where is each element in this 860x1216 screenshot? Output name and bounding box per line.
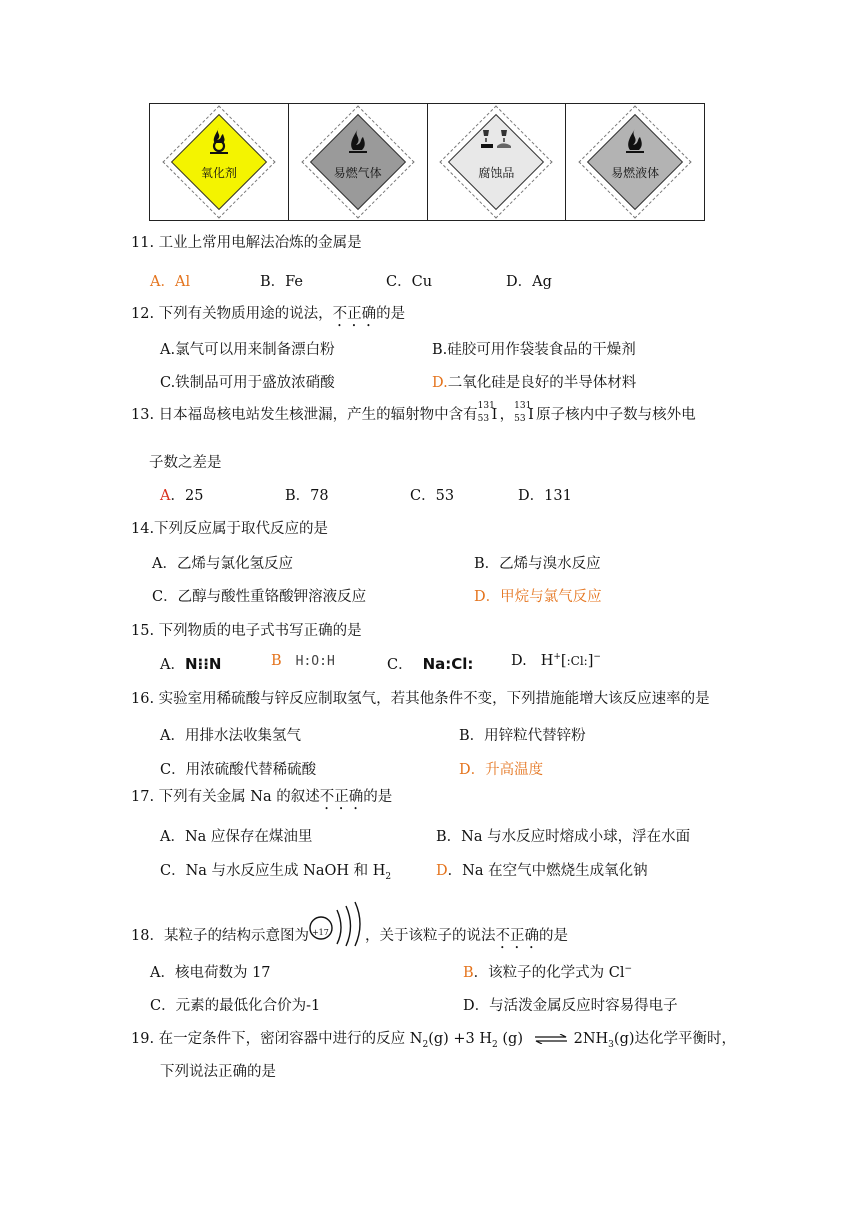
q18-option-c[interactable]: C．元素的最低化合价为-1 — [150, 998, 321, 1014]
iodine-isotope-1 — [477, 401, 500, 424]
q15-option-a[interactable] — [160, 653, 222, 674]
q17-option-b[interactable]: B．Na 与水反应时熔成小球，浮在水面 — [436, 829, 691, 845]
q17-option-d[interactable] — [436, 859, 648, 880]
q17-option-c-subscript: 2 — [385, 871, 392, 882]
q15-option-c-formula: Na:Cl: — [422, 655, 474, 673]
question-18-stem — [131, 924, 568, 952]
q18-option-d[interactable]: D．与活泼金属反应时容易得电子 — [463, 998, 678, 1014]
question-19-stem-line2: 下列说法正确的是 — [160, 1064, 276, 1080]
q15-option-c-label: C． — [387, 657, 413, 673]
isotope-symbol: I — [528, 407, 534, 423]
atomic-structure-diagram — [309, 926, 365, 946]
q18-option-b-text: ．该粒子的化学式为 Cl — [473, 965, 625, 981]
hazard-signs-table — [149, 103, 705, 221]
q15-option-a-formula: N⁝⁝N — [184, 655, 222, 673]
isotope-mass-number: 131 — [514, 401, 532, 411]
q19-reactant-state: (g) — [497, 1031, 528, 1047]
q19-stem-pre: 19. 在一定条件下，密闭容器中进行的反应 N — [131, 1031, 423, 1047]
flame-icon — [622, 126, 648, 154]
q12-option-d-text: 二氧化硅是良好的半导体材料 — [447, 375, 637, 391]
nh3-subscript: 3 — [608, 1039, 614, 1050]
q16-option-b[interactable]: B．用锌粒代替锌粉 — [459, 728, 586, 744]
q17-option-d-letter: D — [436, 863, 448, 879]
q13-stem-post: 原子核内中子数与核外电 — [536, 407, 696, 423]
sign-flammable-liquid — [566, 104, 704, 220]
q12-option-a[interactable]: A.氯气可以用来制备漂白粉 — [160, 342, 335, 358]
q18-stem-emphasis: 不正确 — [495, 928, 539, 944]
hydrogen-ion-symbol: H — [540, 653, 554, 669]
sign-label-corrosive: 腐蚀品 — [478, 166, 515, 180]
q13-stem-pre: 13. 日本福岛核电站发生核泄漏，产生的辐射物中含有 — [131, 407, 478, 423]
q13-separator: ， — [499, 407, 515, 423]
q12-stem-post: 的是 — [376, 306, 406, 322]
q16-option-a[interactable]: A．用排水法收集氢气 — [160, 728, 301, 744]
q18-stem-post: 的是 — [538, 928, 568, 944]
q12-option-d[interactable] — [432, 371, 636, 392]
q14-option-d[interactable] — [474, 585, 602, 606]
q18-option-b[interactable] — [463, 961, 632, 982]
q17-option-c[interactable] — [160, 859, 391, 880]
q15-option-d-formula: H+[:Cl:]− — [540, 652, 601, 669]
q17-stem-emphasis: 不正确 — [319, 789, 364, 805]
question-13-stem-line2: 子数之差是 — [149, 455, 222, 471]
question-19-stem — [131, 1027, 736, 1048]
question-17-stem — [131, 785, 392, 813]
equilibrium-arrow-icon — [534, 1034, 568, 1044]
q11-option-b[interactable]: B．Fe — [260, 274, 304, 290]
q13-option-b[interactable]: B．78 — [285, 488, 329, 504]
question-16-stem: 16. 实验室用稀硫酸与锌反应制取氢气，若其他条件不变，下列措施能增大该反应速率的是 — [131, 691, 710, 707]
question-14-stem: 14.下列反应属于取代反应的是 — [131, 521, 329, 537]
electron-shell-diagram — [309, 900, 367, 948]
q13-option-a-letter: A — [160, 488, 171, 504]
question-11-stem: 11. 工业上常用电解法冶炼的金属是 — [131, 235, 362, 251]
question-12-stem — [131, 302, 405, 330]
isotope-mass-number: 131 — [477, 401, 495, 411]
q14-option-d-text: D．甲烷与氯气反应 — [474, 589, 602, 605]
sign-label-flammable-liquid: 易燃液体 — [611, 166, 660, 180]
q12-stem-emphasis: 不正确 — [332, 306, 377, 322]
question-13-stem — [131, 403, 696, 424]
q18-option-b-charge: − — [624, 964, 633, 975]
sign-flammable-gas — [289, 104, 428, 220]
sign-corrosive — [428, 104, 567, 220]
n2-subscript: 2 — [422, 1039, 429, 1050]
flame-over-circle-icon — [206, 126, 232, 154]
q17-stem-pre: 17. 下列有关金属 Na 的叙述 — [131, 789, 320, 805]
q15-option-b-formula: H:O:H — [295, 654, 335, 669]
q12-option-b[interactable]: B.硅胶可用作袋装食品的干燥剂 — [432, 342, 636, 358]
q11-option-a-text: A．Al — [150, 274, 191, 290]
q15-option-c[interactable] — [387, 653, 473, 674]
q14-option-c[interactable]: C．乙醇与酸性重铬酸钾溶液反应 — [152, 589, 367, 605]
q13-option-d[interactable]: D．131 — [518, 488, 572, 504]
q12-option-d-letter: D. — [432, 375, 448, 391]
q18-stem-pre: 18．某粒子的结构示意图为 — [131, 928, 309, 944]
q13-option-a-text: ．25 — [170, 488, 204, 504]
q16-option-d-text: D．升高温度 — [459, 762, 544, 778]
flame-icon — [345, 126, 371, 154]
q17-option-a[interactable]: A．Na 应保存在煤油里 — [160, 829, 313, 845]
nucleus-charge: +17 — [311, 928, 329, 937]
q11-option-c[interactable]: C．Cu — [386, 274, 433, 290]
q15-option-d[interactable] — [511, 653, 601, 669]
q19-product: 2NH — [573, 1031, 609, 1047]
q12-stem-pre: 12. 下列有关物质用途的说法， — [131, 306, 333, 322]
q15-option-b-label: B — [271, 653, 282, 669]
q11-option-a[interactable] — [150, 270, 190, 291]
q18-stem-mid: ，关于该粒子的说法 — [364, 928, 496, 944]
q14-option-a[interactable]: A．乙烯与氯化氢反应 — [152, 556, 293, 572]
question-15-stem: 15. 下列物质的电子式书写正确的是 — [131, 623, 362, 639]
q17-option-d-text: ．Na 在空气中燃烧生成氧化钠 — [447, 863, 648, 879]
q11-option-d[interactable]: D．Ag — [506, 274, 552, 290]
q16-option-d[interactable] — [459, 758, 543, 779]
sign-label-flammable-gas: 易燃气体 — [333, 166, 382, 180]
q17-option-c-text: C．Na 与水反应生成 NaOH 和 H — [160, 863, 386, 879]
isotope-atomic-number: 53 — [477, 414, 490, 424]
q18-option-b-letter: B — [463, 965, 474, 981]
q13-option-a[interactable] — [160, 484, 203, 505]
chloride-dot-structure: :Cl: — [566, 654, 588, 668]
q17-stem-post: 的是 — [363, 789, 393, 805]
isotope-atomic-number: 53 — [514, 414, 526, 424]
q13-option-c[interactable]: C．53 — [410, 488, 455, 504]
q15-option-b[interactable] — [271, 653, 335, 669]
sign-oxidizer — [150, 104, 289, 220]
q15-option-d-label: D. — [511, 653, 527, 669]
q19-stem-post: (g)达化学平衡时， — [613, 1031, 737, 1047]
sign-label-oxidizer: 氧化剂 — [200, 166, 237, 180]
q16-option-c[interactable]: C．用浓硫酸代替稀硫酸 — [160, 762, 317, 778]
q19-reactant-text: (g) +3 H — [428, 1031, 493, 1047]
isotope-symbol: I — [491, 407, 498, 423]
q12-option-c[interactable]: C.铁制品可用于盛放浓硝酸 — [160, 375, 335, 391]
corrosive-icon — [479, 126, 513, 152]
h2-subscript: 2 — [492, 1039, 498, 1050]
q14-option-b[interactable]: B．乙烯与溴水反应 — [474, 556, 601, 572]
iodine-isotope-2 — [514, 401, 536, 424]
q15-option-a-label: A． — [160, 657, 185, 673]
q18-option-a[interactable]: A．核电荷数为 17 — [150, 965, 271, 981]
